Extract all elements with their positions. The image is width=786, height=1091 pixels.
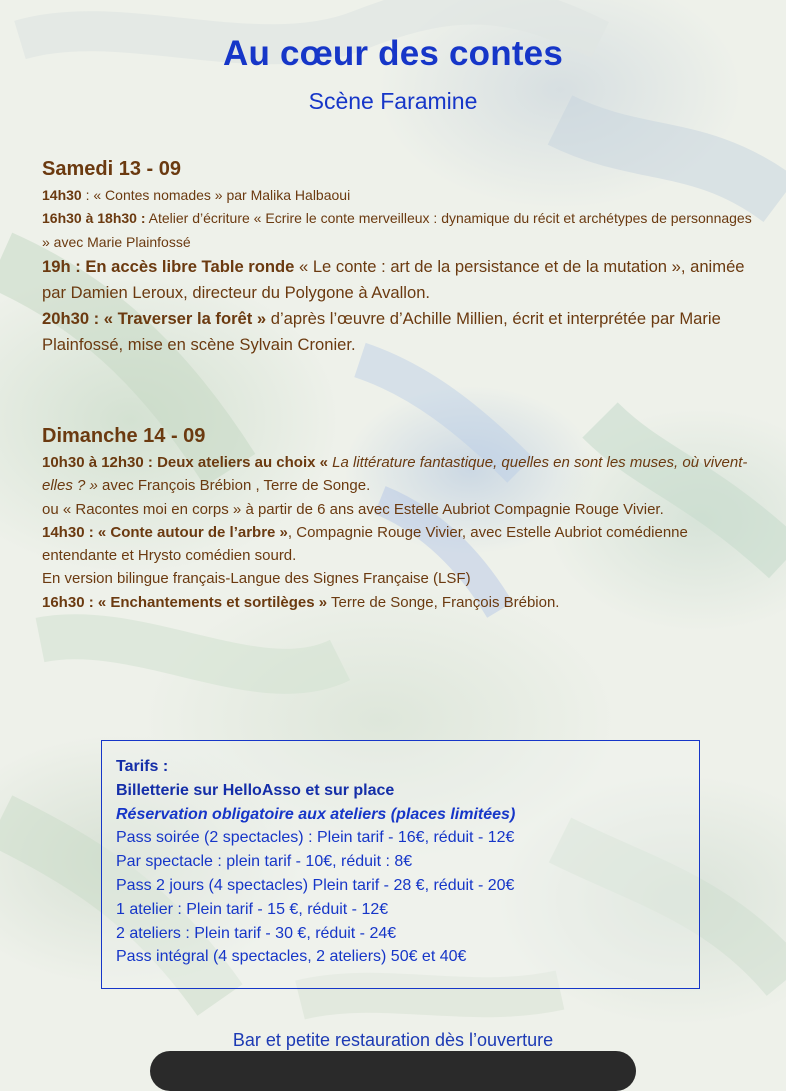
tarif-line: 2 ateliers : Plein tarif - 30 €, réduit - 24€ [116, 924, 397, 942]
event-description: Atelier d’écriture « Ecrire le conte merveilleux : dynamique du récit et archétypes de personnages » avec Marie Plainfossé [42, 210, 752, 250]
event-description: « Le conte : art de la persistance et de la mutation », animée par Damien Leroux, directeur du Polygone à Avallon. [42, 257, 745, 303]
day-heading-sunday: Dimanche 14 - 09 [42, 425, 206, 447]
tarifs-reservation-note: Réservation obligatoire aux ateliers (places limitées) [116, 805, 516, 823]
event-sunday-2b [42, 567, 758, 590]
tarifs-billetterie: Billetterie sur HelloAsso et sur place [116, 781, 395, 799]
tarifs-box [101, 740, 700, 989]
event-saturday-2 [42, 207, 758, 254]
tarif-line: Pass soirée (2 spectacles) : Plein tarif - 16€, réduit - 12€ [116, 829, 515, 847]
event-description: En version bilingue français-Langue des Signes Française (LSF) [42, 570, 471, 588]
event-sunday-2 [42, 521, 758, 568]
day-sunday-section [42, 424, 758, 614]
tarif-line: Pass 2 jours (4 spectacles) Plein tarif - 28 €, réduit - 20€ [116, 876, 515, 894]
event-time: 20h30 : « Traverser la forêt » [42, 309, 267, 329]
event-time: 16h30 : « Enchantements et sortilèges » [42, 593, 328, 611]
event-time: 16h30 à 18h30 : [42, 210, 146, 227]
event-time: 10h30 à 12h30 : Deux ateliers au choix « [42, 454, 328, 471]
page-subtitle: Scène Faramine [308, 88, 478, 114]
event-time: 19h : En accès libre Table ronde [42, 257, 295, 277]
event-sunday-3 [42, 591, 758, 614]
event-time: 14h30 : « Conte autour de l’arbre » [42, 523, 288, 541]
event-time: 14h30 [42, 187, 82, 203]
event-sunday-1 [42, 451, 758, 498]
page-title: Au cœur des contes [222, 34, 564, 73]
day-saturday-section [42, 157, 758, 358]
tarifs-heading: Tarifs : [116, 758, 169, 775]
event-description: « Contes nomades » par Malika Halbaoui [93, 187, 351, 203]
event-italic-title: La littérature fantastique, quelles en sont les muses, où vivent-elles ? » [42, 454, 748, 495]
event-description: avec François Brébion , Terre de Songe. [97, 477, 371, 495]
footer-note: Bar et petite restauration dès l’ouverture [232, 1030, 554, 1050]
day-heading-saturday: Samedi 13 - 09 [42, 158, 181, 180]
tarif-line: 1 atelier : Plein tarif - 15 €, réduit - 12€ [116, 900, 389, 918]
event-description: d’après l’œuvre d’Achille Millien, écrit et interprétée par Marie Plainfossé, mise en scène Sylvain Cronier. [42, 309, 721, 355]
event-saturday-3 [42, 254, 758, 306]
bottom-toolbar-pill [150, 1051, 636, 1091]
event-separator: : [81, 187, 94, 203]
event-description: Terre de Songe, François Brébion. [327, 593, 560, 611]
event-saturday-1 [42, 184, 758, 207]
event-saturday-4 [42, 306, 758, 358]
tarif-line: Par spectacle : plein tarif - 10€, réduit : 8€ [116, 853, 413, 871]
event-description: ou « Racontes moi en corps » à partir de 6 ans avec Estelle Aubriot Compagnie Rouge Vivier. [42, 500, 664, 518]
tarif-line: Pass intégral (4 spectacles, 2 ateliers) 50€ et 40€ [116, 948, 467, 966]
event-sunday-1b [42, 498, 758, 521]
event-description: , Compagnie Rouge Vivier, avec Estelle Aubriot comédienne entendante et Hrysto comédien sourd. [42, 523, 688, 565]
